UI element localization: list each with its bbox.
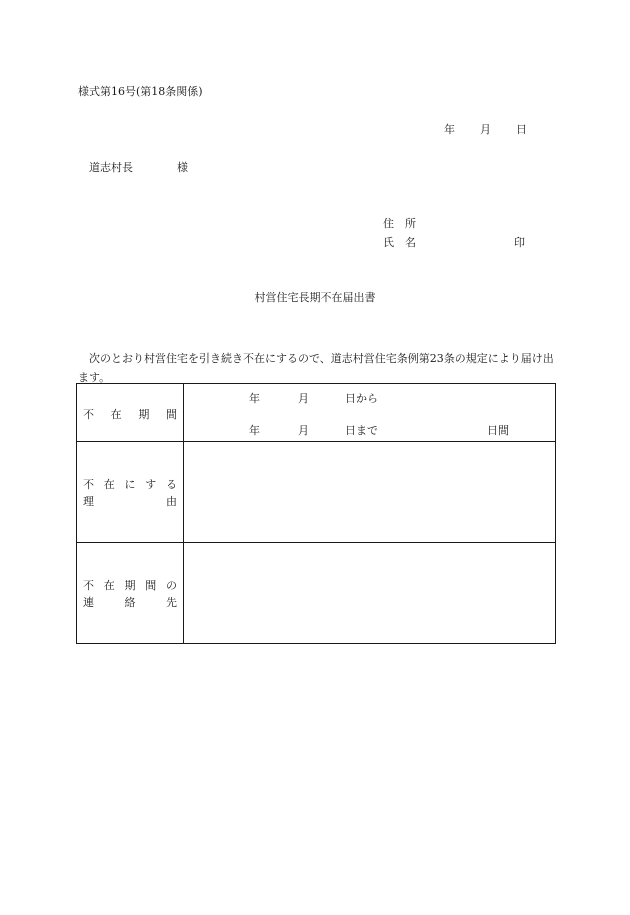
submission-date	[444, 124, 527, 135]
reason-label-cell	[77, 442, 184, 543]
addressee	[89, 162, 188, 173]
from-day: 日から	[345, 392, 378, 405]
reason-label-line1: 不 在 に す る	[83, 478, 177, 491]
reason-label-line2: 理 由	[83, 495, 177, 508]
contact-label-line2: 連 絡 先	[83, 596, 177, 609]
date-month: 月	[480, 123, 491, 136]
form-number: 様式第16号(第18条関係)	[78, 85, 203, 98]
name-field[interactable]	[383, 237, 419, 248]
addressee-honorific: 様	[177, 161, 188, 174]
table-row-reason	[77, 442, 556, 543]
absence-form-table	[76, 383, 556, 644]
to-year: 年	[249, 424, 260, 437]
body-text: 次のとおり村営住宅を引き続き不在にするので、道志村営住宅条例第23条の規定により届け出ます。	[78, 352, 554, 384]
date-year: 年	[444, 123, 455, 136]
table-row-contact	[77, 543, 556, 644]
contact-label-line1: 不 在 期 間 の	[83, 579, 177, 592]
from-month: 月	[298, 392, 309, 405]
reason-input-cell[interactable]	[184, 442, 556, 543]
period-value-cell[interactable]	[184, 384, 556, 442]
date-day: 日	[516, 123, 527, 136]
addressee-name: 道志村長	[89, 161, 133, 174]
address-field[interactable]	[383, 218, 419, 229]
table-row-period	[77, 384, 556, 442]
document-title: 村営住宅長期不在届出書	[254, 291, 376, 304]
days-count: 日間	[487, 424, 509, 437]
period-label-cell	[77, 384, 184, 442]
to-month: 月	[298, 424, 309, 437]
period-label: 不 在 期 間	[83, 408, 177, 421]
to-day: 日まで	[345, 424, 378, 437]
contact-input-cell[interactable]	[184, 543, 556, 644]
address-label: 住 所	[383, 217, 416, 230]
contact-label-cell	[77, 543, 184, 644]
name-label: 氏 名	[383, 236, 416, 249]
seal-mark: 印	[514, 236, 525, 249]
from-year: 年	[249, 392, 260, 405]
